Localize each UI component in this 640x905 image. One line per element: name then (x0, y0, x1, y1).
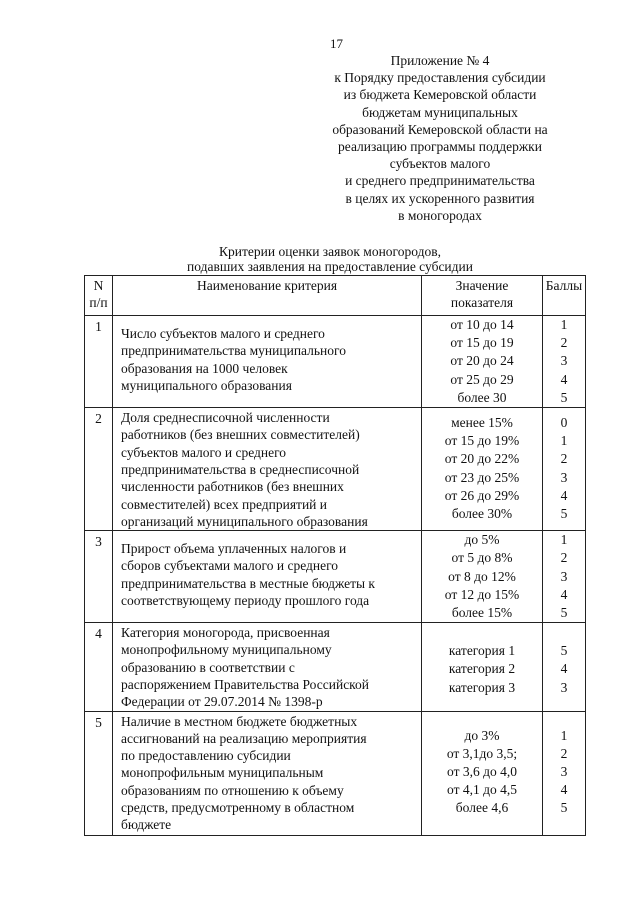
points-item: 3 (560, 679, 568, 695)
appendix-line: субъектов малого (389, 156, 491, 172)
points-item: 2 (560, 335, 568, 351)
header-num (85, 276, 113, 316)
points-item: 3 (560, 764, 568, 779)
value-item: от 3,6 до 4,0 (447, 764, 517, 779)
appendix-line: в моногородах (398, 207, 482, 223)
points-item: 0 (560, 415, 568, 431)
points-item: 5 (560, 604, 568, 620)
appendix-line: реализацию программы поддержки (338, 139, 542, 155)
criterion-line: предпринимательства в местные бюджеты к (121, 575, 375, 591)
points-item: 1 (560, 532, 568, 548)
appendix-line: бюджетам муниципальных (362, 104, 518, 120)
appendix-line: к Порядку предоставления субсидии (334, 70, 546, 86)
value-item: более 4,6 (455, 800, 509, 816)
points-item: 1 (560, 433, 568, 449)
table-header-row (85, 276, 586, 316)
table-title-line: подавших заявления на предоставление субсидии (187, 259, 473, 274)
row-number: 3 (85, 531, 113, 623)
value-item: от 3,1до 3,5; (446, 745, 518, 761)
points-item: 5 (560, 800, 568, 816)
header-name: Наименование критерия (113, 276, 422, 316)
value-item: от 8 до 12% (448, 568, 516, 584)
value-item: от 10 до 14 (450, 317, 514, 332)
criterion-line: совместителей) всех предприятий и (121, 496, 327, 512)
points-item: 4 (560, 487, 568, 503)
criterion-points (543, 408, 586, 531)
value-item: от 20 до 22% (444, 451, 520, 467)
criterion-line: монопрофильным муниципальным (121, 765, 324, 781)
criterion-values (422, 408, 543, 531)
table-row (85, 531, 586, 623)
table-row (85, 408, 586, 531)
criterion-line: бюджете (121, 817, 172, 833)
criterion-line: субъектов малого и среднего (121, 444, 287, 460)
points-item: 1 (560, 317, 568, 332)
row-number: 4 (85, 623, 113, 711)
appendix-line: Приложение № 4 (390, 53, 490, 68)
points-item: 2 (560, 745, 568, 761)
criterion-line: Доля среднесписочной численности (121, 410, 330, 426)
points-item: 5 (560, 506, 568, 522)
value-item: от 25 до 29 (450, 371, 514, 387)
points-item: 4 (560, 586, 568, 602)
value-item: до 5% (464, 532, 500, 548)
value-item: от 12 до 15% (444, 586, 520, 602)
value-item: более 15% (451, 604, 513, 620)
points-item: 3 (560, 568, 568, 584)
value-item: от 23 до 25% (444, 469, 520, 485)
header-value-line: Значение (455, 278, 509, 293)
criterion-line: образованию в соответствии с (121, 659, 295, 675)
criterion-line: образования на 1000 человек (121, 360, 288, 376)
appendix-header (300, 52, 580, 224)
criteria-table (84, 275, 586, 836)
points-item: 1 (560, 727, 568, 743)
row-number: 1 (85, 316, 113, 408)
criterion-points (543, 711, 586, 835)
table-title-line: Критерии оценки заявок моногородов, (219, 244, 441, 259)
criterion-line: Прирост объема уплаченных налогов и (121, 541, 347, 557)
criterion-line: сборов субъектами малого и среднего (121, 558, 339, 574)
criterion-line: ассигнований на реализацию мероприятия (121, 730, 367, 746)
value-item: от 15 до 19 (450, 335, 514, 351)
points-item: 2 (560, 550, 568, 566)
criterion-line: Наличие в местном бюджете бюджетных (121, 713, 358, 729)
points-item: 4 (560, 782, 568, 798)
criterion-points (543, 623, 586, 711)
value-item: от 5 до 8% (451, 550, 513, 566)
criterion-line: предпринимательства муниципального (121, 343, 346, 359)
points-item: 5 (560, 643, 568, 659)
criterion-line: распоряжением Правительства Российской (121, 677, 370, 692)
criterion-values (422, 316, 543, 408)
points-item: 4 (560, 661, 568, 677)
points-item: 2 (560, 451, 568, 467)
criterion-line: Федерации от 29.07.2014 № 1398-р (121, 694, 323, 710)
criterion-values (422, 711, 543, 835)
header-num-line: п/п (89, 295, 108, 310)
criterion-line: соответствующему периоду прошлого года (121, 592, 370, 608)
criterion-line: работников (без внешних совместителей) (121, 427, 360, 443)
criterion-line: муниципального образования (121, 377, 292, 393)
table-row (85, 316, 586, 408)
value-item: категория 2 (448, 661, 516, 677)
criterion-line: Категория моногорода, присвоенная (121, 625, 330, 641)
criterion-line: монопрофильному муниципальному (121, 642, 332, 658)
points-item: 3 (560, 469, 568, 485)
header-value (422, 276, 543, 316)
appendix-line: и среднего предпринимательства (345, 173, 535, 189)
criterion-name (113, 711, 422, 835)
criterion-points (543, 316, 586, 408)
table-row (85, 623, 586, 711)
criterion-points (543, 531, 586, 623)
appendix-line: в целях их ускоренного развития (345, 190, 535, 206)
header-value-line: показателя (450, 295, 514, 310)
appendix-line: из бюджета Кемеровской области (343, 87, 537, 103)
value-item: категория 3 (448, 679, 516, 695)
criterion-line: средств, предусмотренному в областном (121, 800, 355, 816)
criterion-line: Число субъектов малого и среднего (121, 326, 325, 341)
points-item: 5 (560, 389, 568, 405)
value-item: более 30 (457, 389, 507, 405)
header-num-line: N (93, 278, 104, 293)
criterion-values (422, 531, 543, 623)
criterion-line: организаций муниципального образования (121, 513, 368, 529)
value-item: от 20 до 24 (450, 353, 514, 369)
criterion-values (422, 623, 543, 711)
criterion-line: предпринимательства в среднесписочной (121, 461, 360, 477)
criterion-line: образованиям по отношению к объему (121, 782, 344, 798)
criterion-name (113, 408, 422, 531)
table-title (120, 244, 540, 274)
value-item: от 15 до 19% (444, 433, 520, 449)
points-item: 3 (560, 353, 568, 369)
table-row (85, 711, 586, 835)
header-points: Баллы (543, 276, 586, 316)
value-item: до 3% (464, 727, 500, 743)
appendix-line: образований Кемеровской области на (332, 121, 548, 137)
criterion-line: численности работников (без внешних (121, 479, 344, 495)
row-number: 5 (85, 711, 113, 835)
criterion-line: по предоставлению субсидии (121, 748, 291, 764)
value-item: более 30% (451, 506, 513, 522)
criterion-name (113, 623, 422, 711)
row-number: 2 (85, 408, 113, 531)
value-item: от 4,1 до 4,5 (447, 782, 517, 798)
criterion-name (113, 316, 422, 408)
value-item: категория 1 (448, 643, 516, 659)
value-item: менее 15% (451, 415, 513, 431)
points-item: 4 (560, 371, 568, 387)
page-number: 17 (330, 36, 343, 51)
criterion-name (113, 531, 422, 623)
value-item: от 26 до 29% (444, 487, 520, 503)
